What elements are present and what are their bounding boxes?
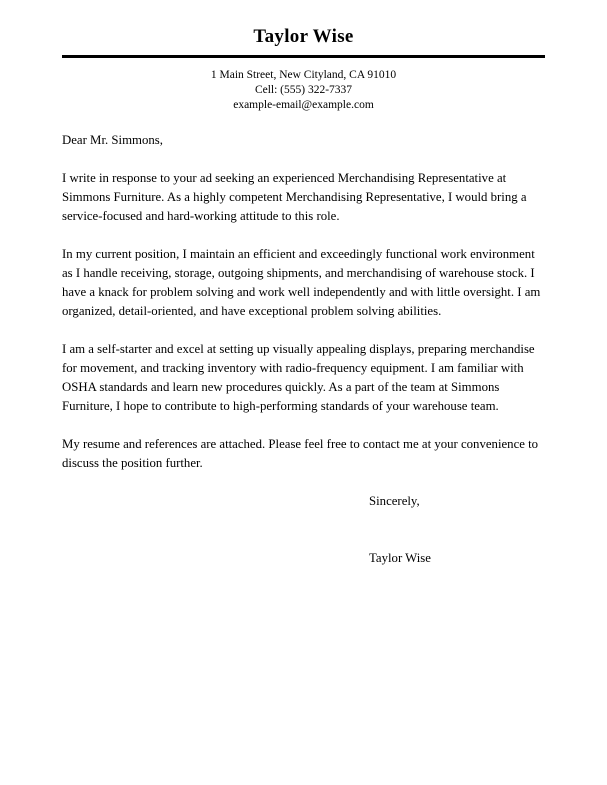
closing-block — [369, 492, 545, 568]
letter-body — [62, 131, 545, 568]
contact-address: 1 Main Street, New Cityland, CA 91010 — [210, 69, 397, 81]
paragraph-intro: I write in response to your ad seeking an experienced Merchandising Representative at Simmons Furniture. As a highly competent Merchandising Representative, I would bring a service-focused and hard-working attitude to this role. — [62, 171, 527, 223]
signature-name: Taylor Wise — [369, 551, 431, 565]
paragraph-current-position: In my current position, I maintain an efficient and exceedingly functional work environment as I handle receiving, storage, outgoing shipments, and merchandising of warehouse stock. I have a knack for problem solving and work well independently and with little oversight. I am organized, detail-oriented, and have exceptional problem solving abilities. — [62, 247, 541, 318]
paragraph-skills: I am a self-starter and excel at setting up visually appealing displays, preparing merchandise for movement, and tracking inventory with radio-frequency equipment. I am familiar with OSHA standards and learn new procedures quickly. As a part of the team at Simmons Furniture, I hope to contribute to high-performing standards of your warehouse team. — [62, 342, 535, 413]
contact-info-block — [62, 68, 545, 113]
contact-email: example-email@example.com — [233, 99, 374, 111]
header-divider — [62, 55, 545, 58]
closing-salutation: Sincerely, — [369, 494, 420, 508]
paragraph-closing-statement: My resume and references are attached. Please feel free to contact me at your convenience to discuss the position further. — [62, 437, 539, 470]
salutation: Dear Mr. Simmons, — [62, 133, 163, 147]
applicant-name-heading: Taylor Wise — [253, 26, 354, 47]
contact-phone: Cell: (555) 322-7337 — [254, 84, 353, 96]
letter-header — [62, 26, 545, 58]
